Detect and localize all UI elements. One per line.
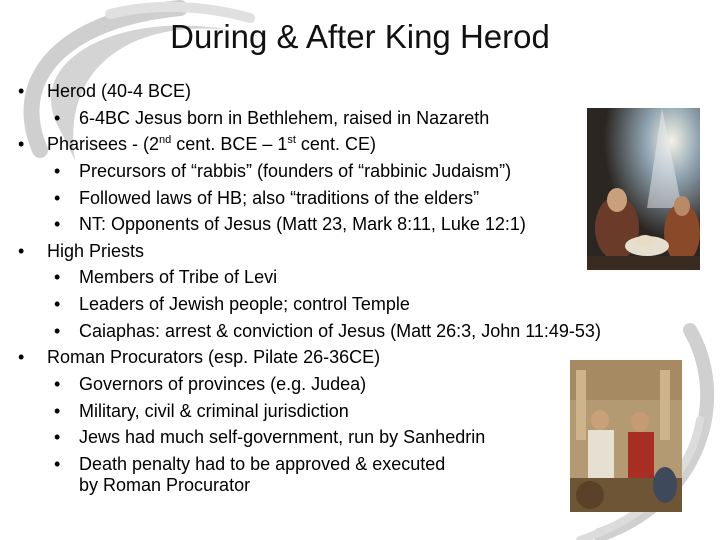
bullet-marker: • — [54, 427, 61, 447]
bullet-marker: • — [18, 134, 25, 154]
nativity-painting — [587, 108, 700, 270]
bullet-text: Members of Tribe of Levi — [79, 267, 278, 287]
bullet-text: NT: Opponents of Jesus (Matt 23, Mark 8:11, Luke 12:1) — [79, 214, 526, 234]
bullet-marker: • — [18, 81, 25, 101]
text-run: Pharisees - (2 — [47, 134, 160, 154]
bullet-text: Followed laws of HB; also “traditions of the elders” — [79, 188, 480, 208]
bullet-marker: • — [54, 454, 61, 474]
bullet-marker: • — [54, 161, 61, 181]
bullet-text: Jews had much self-government, run by Sanhedrin — [79, 427, 486, 447]
bullet-marker: • — [18, 347, 25, 367]
text-run: cent. BCE – 1 — [171, 134, 288, 154]
bullet-marker: • — [18, 241, 25, 261]
bullet-text: High Priests — [47, 241, 145, 261]
bullet-text: Precursors of “rabbis” (founders of “rabbinic Judaism”) — [79, 161, 512, 181]
bullet-text: Caiaphas: arrest & conviction of Jesus (Matt 26:3, John 11:49-53) — [79, 321, 601, 341]
bullet-marker: • — [54, 374, 61, 394]
pilate-trial-painting — [570, 360, 682, 512]
bullet-marker: • — [54, 401, 61, 421]
bullet-marker: • — [54, 267, 61, 287]
bullet-text: Death penalty had to be approved & executed — [79, 454, 446, 474]
superscript: st — [287, 134, 296, 146]
bullet-marker: • — [54, 108, 61, 128]
bullet-text: 6-4BC Jesus born in Bethlehem, raised in Nazareth — [79, 108, 490, 128]
bullet-text: Roman Procurators (esp. Pilate 26-36CE) — [47, 347, 381, 367]
bullet-marker: • — [54, 294, 61, 314]
bullet-text: Leaders of Jewish people; control Temple — [79, 294, 410, 314]
text-run: cent. CE) — [295, 134, 376, 154]
bullet-text — [47, 133, 376, 155]
bullet-marker: • — [54, 188, 61, 208]
bullet-text: Governors of provinces (e.g. Judea) — [79, 374, 367, 394]
bullet-text: by Roman Procurator — [79, 475, 251, 495]
bullet-marker: • — [54, 214, 61, 234]
bullet-text: Military, civil & criminal jurisdiction — [79, 401, 349, 421]
slide-title: During & After King Herod — [170, 18, 550, 55]
bullet-text: Herod (40-4 BCE) — [47, 81, 192, 101]
bullet-marker: • — [54, 321, 61, 341]
superscript: nd — [159, 134, 172, 146]
